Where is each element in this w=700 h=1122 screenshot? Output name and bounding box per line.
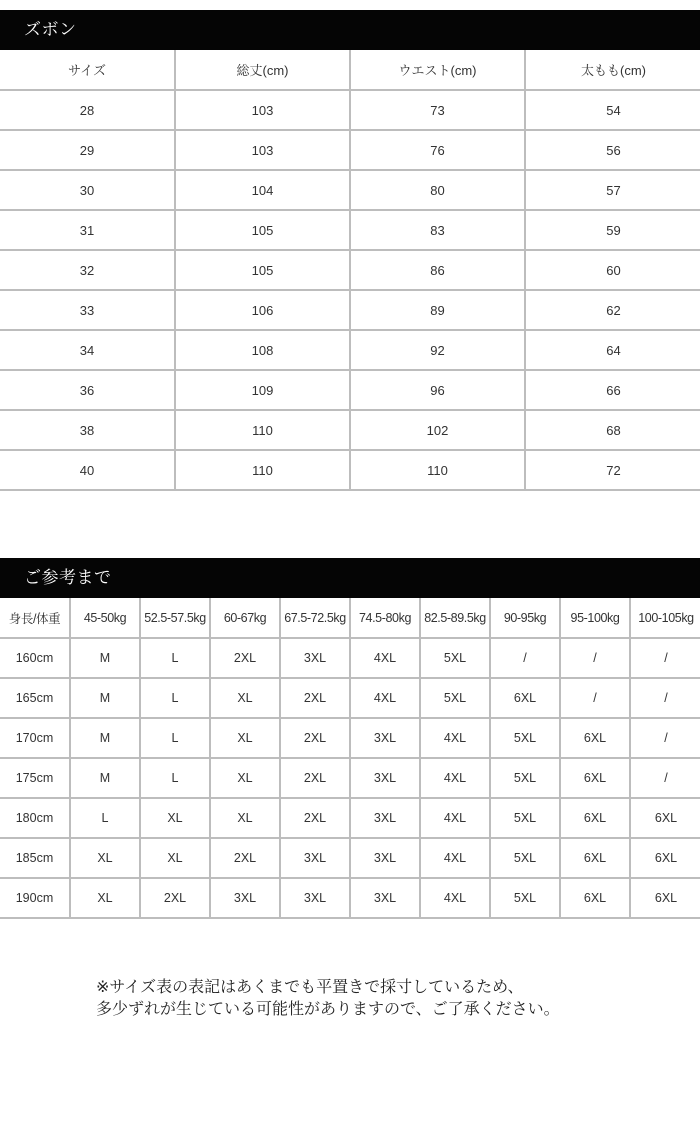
table-row — [0, 638, 700, 678]
pants-cell: 103 — [175, 90, 350, 130]
reference-cell: 3XL — [210, 878, 280, 918]
reference-cell: 5XL — [420, 678, 490, 718]
reference-cell: 6XL — [630, 798, 700, 838]
pants-cell: 62 — [525, 290, 700, 330]
reference-size-table — [0, 598, 700, 919]
reference-cell: M — [70, 638, 140, 678]
pants-cell: 80 — [350, 170, 525, 210]
reference-cell: 175cm — [0, 758, 70, 798]
table-row — [0, 90, 700, 130]
reference-cell: XL — [140, 798, 210, 838]
reference-cell: / — [560, 678, 630, 718]
reference-cell: L — [140, 678, 210, 718]
table-row — [0, 330, 700, 370]
reference-cell: / — [630, 718, 700, 758]
pants-cell: 29 — [0, 130, 175, 170]
reference-header-cell: 95-100kg — [560, 598, 630, 638]
table-row — [0, 210, 700, 250]
reference-cell: M — [70, 758, 140, 798]
reference-cell: 6XL — [560, 838, 630, 878]
reference-cell: 5XL — [420, 638, 490, 678]
reference-header-cell: 100-105kg — [630, 598, 700, 638]
reference-cell: 4XL — [350, 678, 420, 718]
pants-cell: 57 — [525, 170, 700, 210]
reference-cell: 190cm — [0, 878, 70, 918]
pants-cell: 32 — [0, 250, 175, 290]
reference-cell: XL — [210, 798, 280, 838]
table-row — [0, 130, 700, 170]
pants-cell: 108 — [175, 330, 350, 370]
pants-cell: 105 — [175, 250, 350, 290]
pants-header-cell: 太もも(cm) — [525, 50, 700, 90]
reference-header-cell: 身長/体重 — [0, 598, 70, 638]
pants-header-cell: 総丈(cm) — [175, 50, 350, 90]
reference-cell: 165cm — [0, 678, 70, 718]
pants-cell: 60 — [525, 250, 700, 290]
reference-cell: 2XL — [280, 678, 350, 718]
table-row — [0, 798, 700, 838]
pants-header-cell: ウエスト(cm) — [350, 50, 525, 90]
table-row — [0, 250, 700, 290]
reference-cell: 3XL — [280, 838, 350, 878]
pants-cell: 103 — [175, 130, 350, 170]
reference-cell: 2XL — [210, 838, 280, 878]
pants-cell: 28 — [0, 90, 175, 130]
table-row — [0, 838, 700, 878]
reference-cell: 180cm — [0, 798, 70, 838]
pants-cell: 83 — [350, 210, 525, 250]
pants-cell: 96 — [350, 370, 525, 410]
reference-cell: 6XL — [560, 798, 630, 838]
pants-cell: 92 — [350, 330, 525, 370]
pants-cell: 110 — [175, 410, 350, 450]
pants-cell: 36 — [0, 370, 175, 410]
reference-cell: / — [560, 638, 630, 678]
reference-cell: 2XL — [140, 878, 210, 918]
pants-cell: 30 — [0, 170, 175, 210]
reference-cell: 6XL — [560, 718, 630, 758]
reference-cell: 2XL — [210, 638, 280, 678]
sizing-note-line-2: 多少ずれが生じている可能性がありますので、ご了承ください。 — [96, 999, 560, 1018]
pants-cell: 31 — [0, 210, 175, 250]
reference-cell: 3XL — [350, 718, 420, 758]
reference-cell: M — [70, 718, 140, 758]
pants-cell: 56 — [525, 130, 700, 170]
table-row — [0, 410, 700, 450]
sizing-note — [96, 976, 656, 1020]
pants-cell: 38 — [0, 410, 175, 450]
pants-cell: 89 — [350, 290, 525, 330]
reference-cell: XL — [210, 718, 280, 758]
table-row — [0, 370, 700, 410]
reference-header-cell: 90-95kg — [490, 598, 560, 638]
pants-cell: 54 — [525, 90, 700, 130]
reference-cell: XL — [140, 838, 210, 878]
reference-header-row — [0, 598, 700, 638]
pants-header-row — [0, 50, 700, 90]
reference-cell: 6XL — [490, 678, 560, 718]
reference-header-cell: 60-67kg — [210, 598, 280, 638]
pants-cell: 33 — [0, 290, 175, 330]
reference-header-cell: 82.5-89.5kg — [420, 598, 490, 638]
reference-cell: 4XL — [420, 718, 490, 758]
reference-cell: 3XL — [350, 878, 420, 918]
reference-header-cell: 45-50kg — [70, 598, 140, 638]
reference-header-cell: 52.5-57.5kg — [140, 598, 210, 638]
reference-cell: / — [490, 638, 560, 678]
reference-cell: 6XL — [560, 878, 630, 918]
table-row — [0, 758, 700, 798]
reference-cell: 5XL — [490, 878, 560, 918]
pants-cell: 106 — [175, 290, 350, 330]
reference-cell: 4XL — [420, 838, 490, 878]
reference-cell: 5XL — [490, 838, 560, 878]
reference-cell: 185cm — [0, 838, 70, 878]
reference-cell: XL — [70, 838, 140, 878]
reference-cell: 5XL — [490, 718, 560, 758]
reference-cell: 5XL — [490, 798, 560, 838]
pants-cell: 86 — [350, 250, 525, 290]
pants-cell: 59 — [525, 210, 700, 250]
reference-cell: 5XL — [490, 758, 560, 798]
reference-cell: L — [140, 638, 210, 678]
table-row — [0, 878, 700, 918]
reference-cell: M — [70, 678, 140, 718]
reference-cell: 2XL — [280, 798, 350, 838]
reference-cell: 6XL — [630, 878, 700, 918]
reference-cell: / — [630, 758, 700, 798]
pants-cell: 66 — [525, 370, 700, 410]
sizing-note-line-1: ※サイズ表の表記はあくまでも平置きで採寸しているため、 — [96, 977, 524, 996]
reference-cell: / — [630, 678, 700, 718]
reference-cell: 3XL — [280, 878, 350, 918]
reference-cell: 2XL — [280, 718, 350, 758]
pants-cell: 105 — [175, 210, 350, 250]
table-row — [0, 450, 700, 490]
table-row — [0, 170, 700, 210]
reference-cell: XL — [210, 678, 280, 718]
pants-cell: 72 — [525, 450, 700, 490]
reference-cell: XL — [210, 758, 280, 798]
pants-cell: 109 — [175, 370, 350, 410]
reference-cell: 4XL — [350, 638, 420, 678]
reference-cell: 6XL — [630, 838, 700, 878]
reference-cell: 4XL — [420, 758, 490, 798]
reference-section-title: ご参考まで — [0, 558, 700, 598]
reference-cell: L — [140, 758, 210, 798]
table-row — [0, 290, 700, 330]
reference-cell: L — [70, 798, 140, 838]
reference-cell: 6XL — [560, 758, 630, 798]
table-row — [0, 718, 700, 758]
pants-size-table — [0, 50, 700, 491]
pants-header-cell: サイズ — [0, 50, 175, 90]
pants-cell: 40 — [0, 450, 175, 490]
reference-cell: 4XL — [420, 878, 490, 918]
reference-cell: / — [630, 638, 700, 678]
reference-cell: 170cm — [0, 718, 70, 758]
pants-cell: 110 — [350, 450, 525, 490]
reference-cell: XL — [70, 878, 140, 918]
reference-cell: 3XL — [350, 758, 420, 798]
table-row — [0, 678, 700, 718]
pants-cell: 64 — [525, 330, 700, 370]
reference-cell: 3XL — [350, 838, 420, 878]
reference-header-cell: 67.5-72.5kg — [280, 598, 350, 638]
pants-cell: 102 — [350, 410, 525, 450]
reference-header-cell: 74.5-80kg — [350, 598, 420, 638]
pants-cell: 34 — [0, 330, 175, 370]
reference-cell: 4XL — [420, 798, 490, 838]
pants-cell: 76 — [350, 130, 525, 170]
pants-cell: 104 — [175, 170, 350, 210]
reference-cell: 3XL — [350, 798, 420, 838]
pants-cell: 73 — [350, 90, 525, 130]
reference-cell: 160cm — [0, 638, 70, 678]
pants-cell: 110 — [175, 450, 350, 490]
reference-cell: 3XL — [280, 638, 350, 678]
pants-section-title: ズボン — [0, 10, 700, 50]
reference-cell: L — [140, 718, 210, 758]
pants-cell: 68 — [525, 410, 700, 450]
reference-cell: 2XL — [280, 758, 350, 798]
